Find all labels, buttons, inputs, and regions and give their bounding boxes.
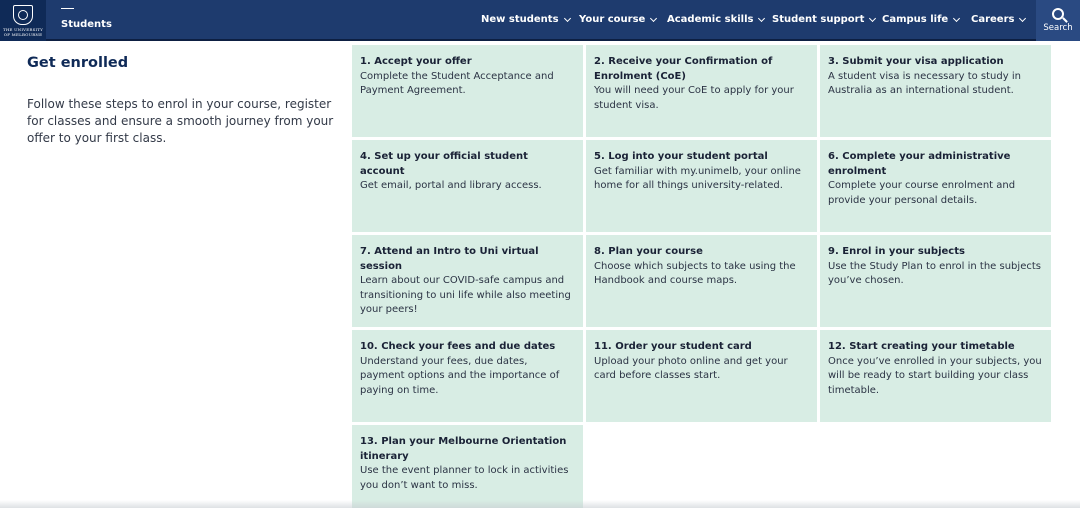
step-title: 4. Set up your official student account (360, 151, 528, 177)
nav-student-support[interactable] (772, 14, 875, 25)
step-title: 9. Enrol in your subjects (828, 246, 965, 257)
chevron-down-icon (758, 14, 765, 21)
crest-icon (13, 5, 33, 25)
step-description: Get familiar with my.unimelb, your online home for all things university-related. (594, 165, 801, 191)
step-card-7[interactable] (352, 235, 583, 327)
step-card-1[interactable] (352, 45, 583, 137)
step-description: Use the Study Plan to enrol in the subjects you’ve chosen. (828, 260, 1041, 286)
nav-label: Academic skills (667, 14, 754, 25)
step-title: 11. Order your student card (594, 341, 752, 352)
step-title: 10. Check your fees and due dates (360, 341, 556, 352)
step-title: 8. Plan your course (594, 246, 703, 257)
nav-label: Student support (772, 14, 865, 25)
logo-text: THE UNIVERSITY OF MELBOURNE (2, 26, 44, 37)
step-card-6[interactable] (820, 140, 1051, 232)
nav-careers[interactable] (971, 14, 1025, 25)
nav-your-course[interactable] (579, 14, 656, 25)
step-card-5[interactable] (586, 140, 817, 232)
search-icon (1052, 8, 1064, 20)
nav-label: Careers (971, 14, 1015, 25)
step-description: A student visa is necessary to study in Australia as an international student. (828, 70, 1021, 96)
step-card-13[interactable] (352, 425, 583, 508)
step-description: Complete the Student Acceptance and Payment Agreement. (360, 70, 554, 96)
step-description: Once you’ve enrolled in your subjects, you will be ready to start building your class timetable. (828, 355, 1042, 396)
nav-new-students[interactable] (481, 14, 570, 25)
intro-text: Follow these steps to enrol in your course, register for classes and ensure a smooth journey from your offer to your first class. (27, 97, 334, 145)
chevron-down-icon (650, 14, 657, 21)
step-title: 3. Submit your visa application (828, 56, 1004, 67)
site-header (0, 0, 1080, 41)
step-description: Get email, portal and library access. (360, 180, 542, 191)
step-description: Understand your fees, due dates, payment options and the importance of paying on time. (360, 355, 560, 396)
step-card-4[interactable] (352, 140, 583, 232)
university-logo[interactable] (0, 0, 46, 41)
page-title: Get enrolled (27, 55, 129, 71)
step-description: Learn about our COVID-safe campus and transitioning to uni life while also meeting your peers! (360, 275, 571, 315)
step-card-9[interactable] (820, 235, 1051, 327)
step-title: 13. Plan your Melbourne Orientation itinerary (360, 436, 567, 462)
step-card-10[interactable] (352, 330, 583, 422)
step-title: 12. Start creating your timetable (828, 341, 1015, 352)
chevron-down-icon (953, 14, 960, 21)
chevron-down-icon (1019, 14, 1026, 21)
brand-link[interactable]: Students (61, 19, 112, 30)
step-description: Complete your course enrolment and provide your personal details. (828, 180, 1016, 206)
search-label: Search (1043, 23, 1073, 33)
nav-label: New students (481, 14, 559, 25)
step-title: 6. Complete your administrative enrolment (828, 151, 1011, 177)
brand-divider (61, 8, 74, 9)
nav-label: Campus life (882, 14, 949, 25)
search-button[interactable] (1036, 0, 1080, 41)
nav-academic-skills[interactable] (667, 14, 764, 25)
step-card-8[interactable] (586, 235, 817, 327)
step-card-3[interactable] (820, 45, 1051, 137)
chevron-down-icon (563, 14, 570, 21)
nav-campus-life[interactable] (882, 14, 959, 25)
step-card-2[interactable] (586, 45, 817, 137)
step-description: You will need your CoE to apply for your student visa. (594, 85, 794, 111)
nav-label: Your course (579, 14, 646, 25)
step-title: 5. Log into your student portal (594, 151, 768, 162)
step-title: 1. Accept your offer (360, 56, 472, 67)
chevron-down-icon (869, 14, 876, 21)
step-description: Upload your photo online and get your card before classes start. (594, 355, 788, 381)
step-title: 2. Receive your Confirmation of Enrolment (CoE) (594, 56, 773, 82)
step-card-11[interactable] (586, 330, 817, 422)
bottom-shadow (0, 500, 1080, 508)
step-description: Choose which subjects to take using the Handbook and course maps. (594, 260, 796, 286)
step-card-12[interactable] (820, 330, 1051, 422)
step-title: 7. Attend an Intro to Uni virtual session (360, 246, 539, 272)
step-description: Use the event planner to lock in activities you don’t want to miss. (360, 465, 569, 491)
